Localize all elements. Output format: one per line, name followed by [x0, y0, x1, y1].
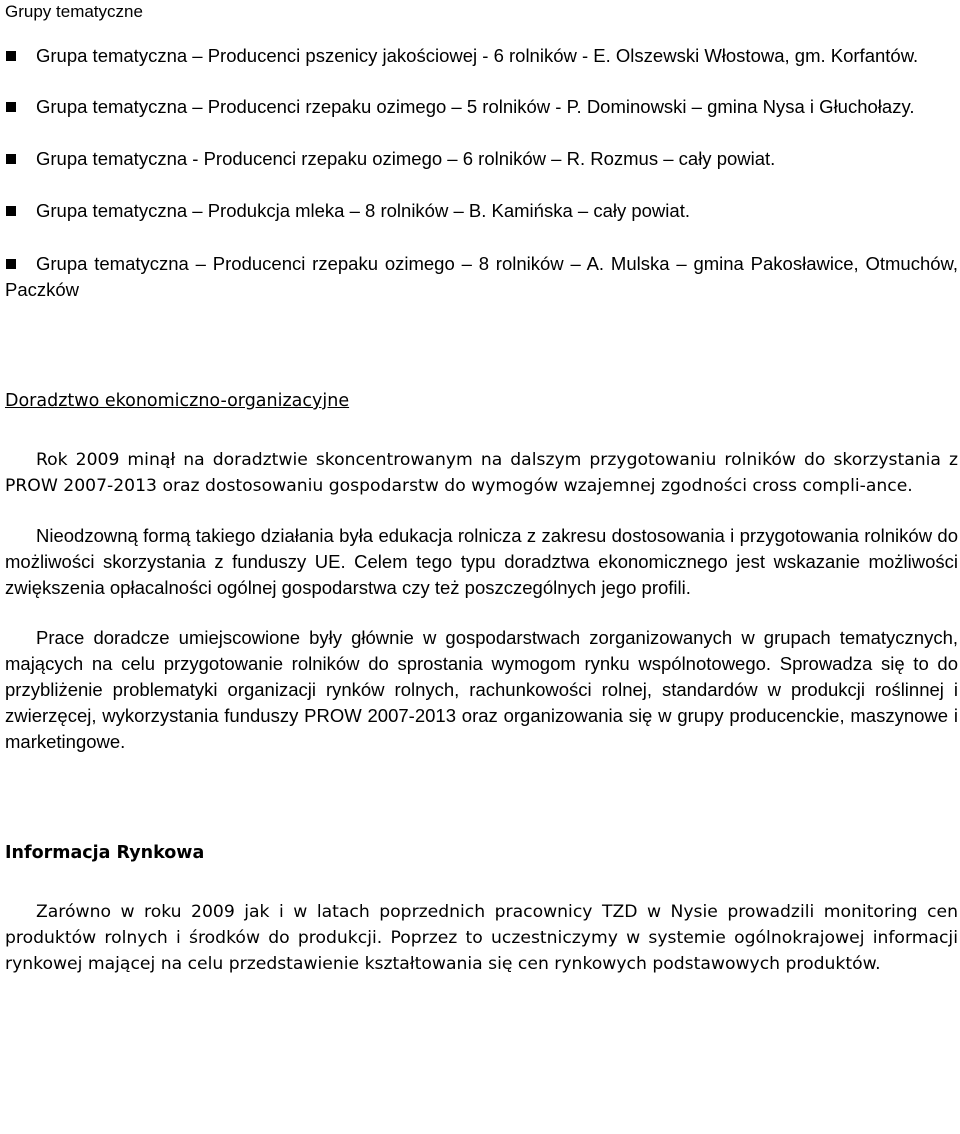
- square-bullet-icon: [6, 206, 16, 216]
- list-item-text: Grupa tematyczna – Producenci pszenicy jakościowej - 6 rolników - E. Olszewski Włostowa, gm. Korfantów.: [36, 45, 919, 66]
- list-item: [5, 146, 958, 172]
- document-page: [5, 0, 958, 977]
- square-bullet-icon: [6, 259, 16, 269]
- square-bullet-icon: [6, 102, 16, 112]
- group-list: [5, 43, 958, 303]
- list-item-text: Grupa tematyczna – Produkcja mleka – 8 rolników – B. Kamińska – cały powiat.: [36, 200, 690, 221]
- list-item-text: Grupa tematyczna - Producenci rzepaku ozimego – 6 rolników – R. Rozmus – cały powiat.: [36, 148, 776, 169]
- list-item: [5, 251, 958, 303]
- square-bullet-icon: [6, 154, 16, 164]
- market-section: [5, 841, 958, 977]
- list-item-text: Grupa tematyczna – Producenci rzepaku ozimego – 8 rolników – A. Mulska – gmina Pakosławice, Otmuchów, Paczków: [5, 253, 958, 300]
- list-item: [5, 94, 958, 120]
- list-item: [5, 43, 958, 69]
- list-item-text: Grupa tematyczna – Producenci rzepaku ozimego – 5 rolników - P. Dominowski – gmina Nysa i Głuchołazy.: [36, 96, 915, 117]
- paragraph: Prace doradcze umiejscowione były głównie w gospodarstwach zorganizowanych w grupach tematycznych, mających na celu przygotowanie rolników do sprostania wymogom rynku wspólnotowego. Sprowadza się to do przybliżenie problematyki organizacji rynków rolnych, rachunkowości rolnej, standardów w produkcji roślinnej i zwierzęcej, wykorzystania funduszy PROW 2007-2013 oraz organizowania się w grupy producenckie, maszynowe i marketingowe.: [5, 627, 958, 752]
- advisory-section: [5, 389, 958, 755]
- paragraph: Nieodzowną formą takiego działania była edukacja rolnicza z zakresu dostosowania i przygotowania rolników do możliwości skorzystania z funduszy UE. Celem tego typu doradztwa ekonomicznego jest wskazanie możliwości zwiększenia opłacalności ogólnej gospodarstwa czy też poszczególnych jego profili.: [5, 525, 958, 598]
- page-heading: Grupy tematyczne: [5, 2, 143, 21]
- square-bullet-icon: [6, 51, 16, 61]
- paragraph: Zarówno w roku 2009 jak i w latach poprzednich pracownicy TZD w Nysie prowadzili monitoring cen produktów rolnych i środków do produkcji. Poprzez to uczestniczymy w systemie ogólnokrajowej informacji rynkowej mającej na celu przedstawienie kształtowania się cen rynkowych podstawowych produktów.: [5, 902, 958, 974]
- list-item: [5, 198, 958, 224]
- paragraph: Rok 2009 minął na doradztwie skoncentrowanym na dalszym przygotowaniu rolników do skorzystania z PROW 2007-2013 oraz dostosowaniu gospodarstw do wymogów wzajemnej zgodności cross compli-ance.: [5, 450, 958, 496]
- section-heading: Informacja Rynkowa: [5, 843, 205, 863]
- section-heading: Doradztwo ekonomiczno-organizacyjne: [5, 391, 350, 411]
